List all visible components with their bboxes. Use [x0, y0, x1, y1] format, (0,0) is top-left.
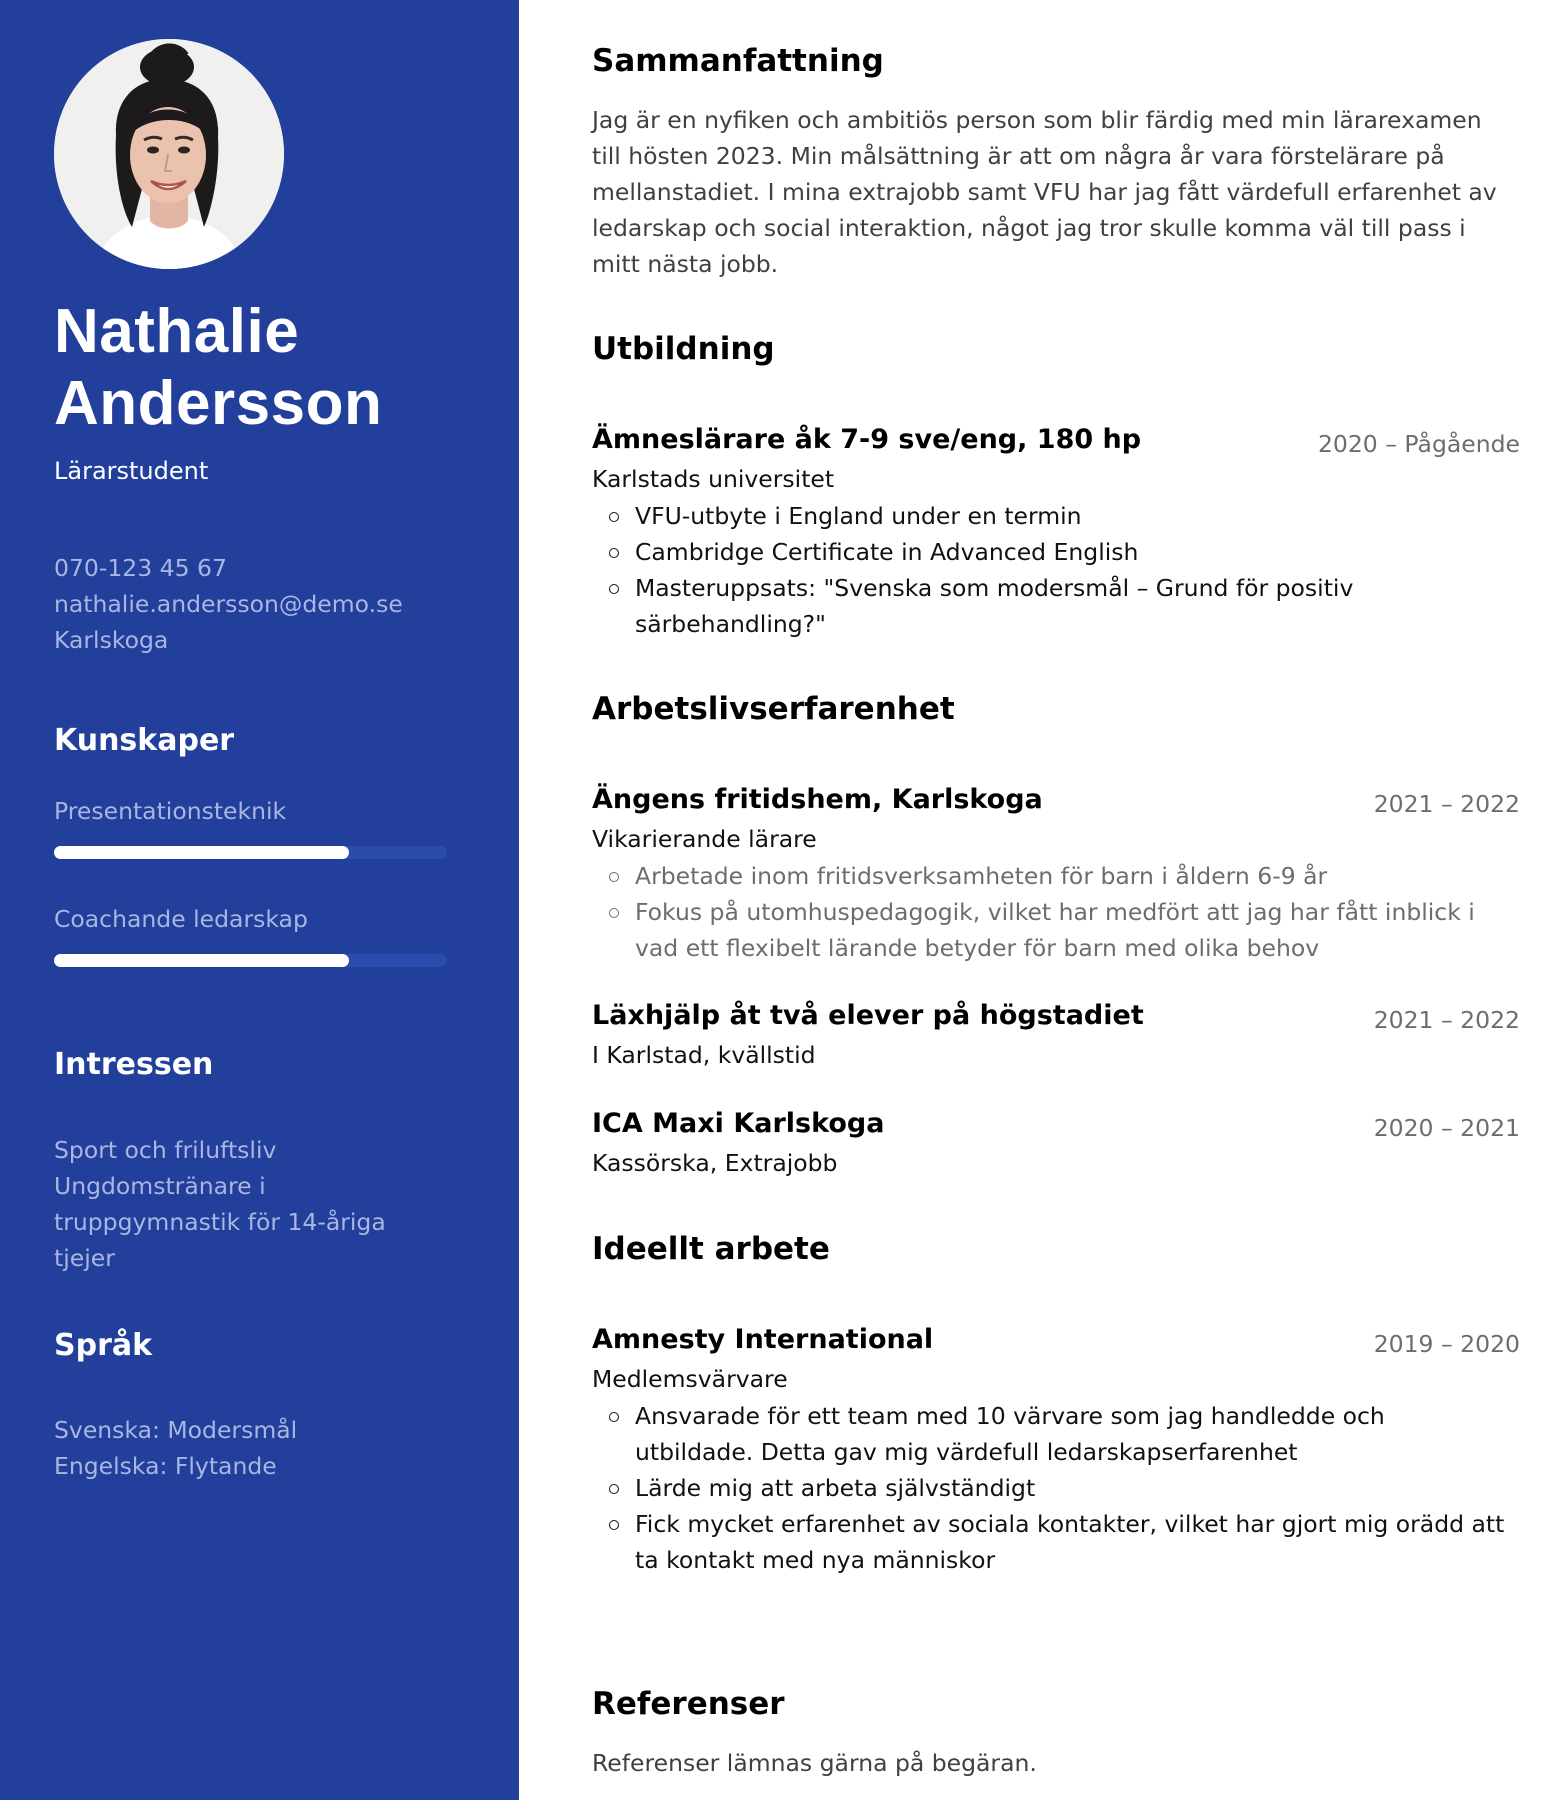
- bullet-list: [592, 498, 1512, 642]
- city: Karlskoga: [54, 626, 169, 654]
- list-item: Ansvarade för ett team med 10 värvare som jag handledde och utbildade. Detta gav mig värdefull ledarskapserfarenhet: [592, 1398, 1512, 1470]
- skill-bar-fill: [54, 954, 349, 967]
- skill-bar: [54, 846, 447, 859]
- entry-title: ICA Maxi Karlskoga: [592, 1108, 885, 1139]
- bullet-list: [592, 1398, 1512, 1578]
- skill-label: Presentationsteknik: [54, 797, 287, 825]
- main-content: [519, 0, 1568, 1800]
- work-heading: Arbetslivserfarenhet: [592, 691, 955, 727]
- entry-title: Ängens fritidshem, Karlskoga: [592, 784, 1043, 815]
- entry-subtitle: I Karlstad, kvällstid: [592, 1041, 816, 1069]
- entry-subtitle: Kassörska, Extrajobb: [592, 1149, 838, 1177]
- bullet-list: [592, 858, 1512, 966]
- profile-photo: [54, 39, 284, 269]
- skill-label: Coachande ledarskap: [54, 905, 308, 933]
- last-name: Andersson: [54, 369, 383, 438]
- entry-date: 2019 – 2020: [1373, 1330, 1520, 1358]
- list-item: Lärde mig att arbeta självständigt: [592, 1470, 1512, 1506]
- skills-heading: Kunskaper: [54, 723, 235, 758]
- entry-date: 2020 – Pågående: [1317, 430, 1520, 458]
- entry-title: Ämneslärare åk 7-9 sve/eng, 180 hp: [592, 424, 1142, 455]
- summary-heading: Sammanfattning: [592, 43, 884, 79]
- phone-number: 070-123 45 67: [54, 554, 227, 582]
- references-heading: Referenser: [592, 1686, 785, 1722]
- entry-title: Läxhjälp åt två elever på högstadiet: [592, 1000, 1144, 1031]
- entry-subtitle: Medlemsvärvare: [592, 1365, 788, 1393]
- skill-bar-fill: [54, 846, 349, 859]
- volunteer-heading: Ideellt arbete: [592, 1231, 830, 1267]
- entry-date: 2020 – 2021: [1373, 1114, 1520, 1142]
- entry-subtitle: Karlstads universitet: [592, 465, 835, 493]
- list-item: Fokus på utomhuspedagogik, vilket har medfört att jag har fått inblick i vad ett flexibelt lärande betyder för barn med olika behov: [592, 894, 1512, 966]
- interest-item: Ungdomstränare i truppgymnastik för 14-åriga tjejer: [54, 1172, 386, 1272]
- list-item: Masteruppsats: "Svenska som modersmål – Grund för positiv särbehandling?": [592, 570, 1512, 642]
- education-heading: Utbildning: [592, 331, 775, 367]
- first-name: Nathalie: [54, 297, 300, 366]
- job-title: Lärarstudent: [54, 457, 209, 485]
- language-item: Svenska: Modersmål: [54, 1416, 298, 1444]
- full-name: [54, 296, 494, 440]
- interests-list: [54, 1132, 434, 1276]
- email-address: nathalie.andersson@demo.se: [54, 590, 403, 618]
- interests-heading: Intressen: [54, 1047, 214, 1082]
- sidebar: [0, 0, 519, 1800]
- languages-heading: Språk: [54, 1328, 153, 1363]
- languages-list: [54, 1412, 474, 1484]
- interest-item: Sport och friluftsliv: [54, 1136, 277, 1164]
- references-text: Referenser lämnas gärna på begäran.: [592, 1749, 1037, 1777]
- entry-date: 2021 – 2022: [1373, 1006, 1520, 1034]
- list-item: VFU-utbyte i England under en termin: [592, 498, 1512, 534]
- skill-bar: [54, 954, 447, 967]
- entry-subtitle: Vikarierande lärare: [592, 825, 817, 853]
- list-item: Fick mycket erfarenhet av sociala kontakter, vilket har gjort mig orädd att ta kontakt med nya människor: [592, 1506, 1512, 1578]
- summary-text: Jag är en nyfiken och ambitiös person som blir färdig med min lärarexamen till hösten 2023. Min målsättning är att om några år vara förstelärare på mellanstadiet. I mina extrajobb samt VFU har jag fått värdefull erfarenhet av ledarskap och social interaktion, något jag tror skulle komma väl till pass i mitt nästa jobb.: [592, 106, 1497, 278]
- entry-title: Amnesty International: [592, 1324, 934, 1355]
- entry-date: 2021 – 2022: [1373, 790, 1520, 818]
- contact-info: [54, 550, 403, 658]
- language-item: Engelska: Flytande: [54, 1452, 277, 1480]
- list-item: Cambridge Certificate in Advanced English: [592, 534, 1512, 570]
- list-item: Arbetade inom fritidsverksamheten för barn i åldern 6-9 år: [592, 858, 1512, 894]
